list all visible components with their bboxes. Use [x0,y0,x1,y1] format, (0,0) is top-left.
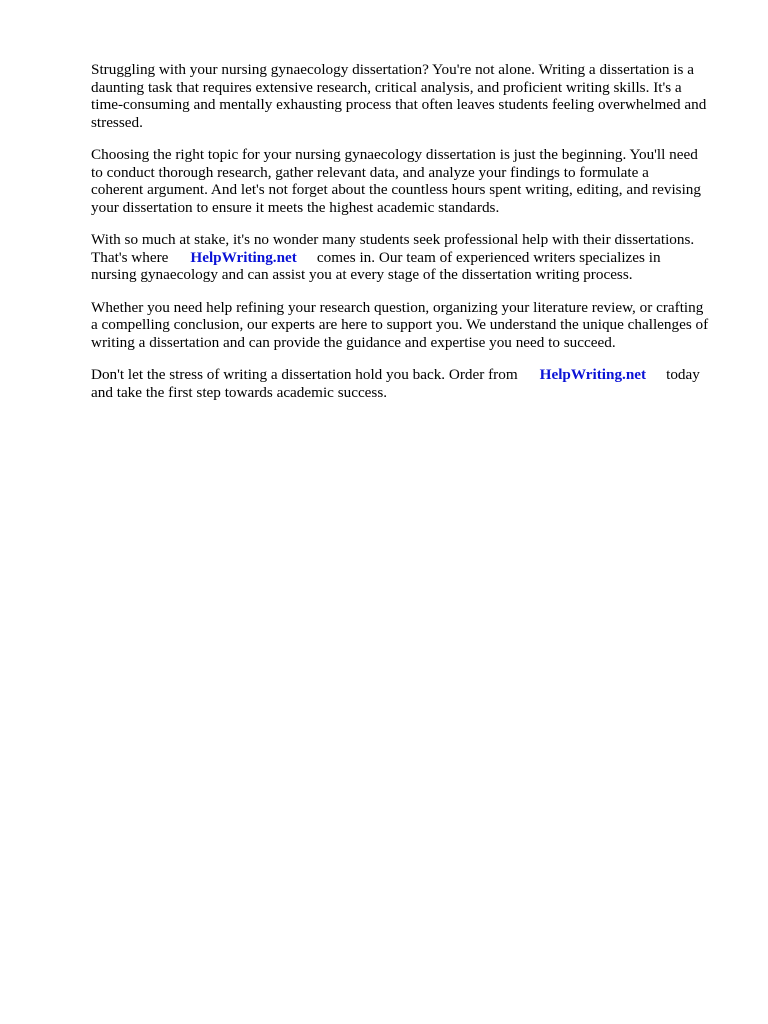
text-line: time-consuming and mentally exhausting process that often leaves students feeling overwhelmed and [91,96,707,113]
paragraph-help [91,231,731,284]
helpwriting-link[interactable]: HelpWriting.net [539,366,647,383]
text-line: daunting task that requires extensive research, critical analysis, and proficient writing skills. It's a [91,78,682,96]
text-line: Choosing the right topic for your nursing gynaecology dissertation is just the beginning. You'll need [91,146,698,163]
text-line: and take the first step towards academic success. [91,383,388,401]
text-line: to conduct thorough research, gather relevant data, and analyze your findings to formulate a [91,163,649,181]
helpwriting-link[interactable]: HelpWriting.net [190,248,297,266]
paragraph-order [91,366,731,401]
text-line: coherent argument. And let's not forget about the countless hours spent writing, editing, and revising [91,181,701,198]
text-line: writing a dissertation and can provide the guidance and expertise you need to succeed. [91,333,616,351]
text-fragment: today [666,366,700,383]
text-line: Whether you need help refining your research question, organizing your literature review, or crafting [91,298,704,316]
text-line: your dissertation to ensure it meets the highest academic standards. [91,198,500,216]
text-line [91,249,731,267]
text-line: a compelling conclusion, our experts are here to support you. We understand the unique challenges of [91,316,709,333]
text-line [91,366,731,384]
text-fragment: Don't let the stress of writing a dissertation hold you back. Order from [91,366,518,383]
paragraph-support [91,299,731,352]
paragraph-topic [91,146,731,216]
text-line: nursing gynaecology and can assist you at every stage of the dissertation writing process. [91,266,633,283]
text-fragment: comes in. Our team of experienced writers specializes in [316,248,661,266]
text-line: Struggling with your nursing gynaecology dissertation? You're not alone. Writing a dissertation is a [91,61,694,78]
text-fragment: That's where [91,248,169,266]
text-line: stressed. [91,113,143,131]
document-page [91,61,731,416]
paragraph-intro [91,61,731,131]
text-line: With so much at stake, it's no wonder many students seek professional help with their dissertations. [91,231,695,248]
